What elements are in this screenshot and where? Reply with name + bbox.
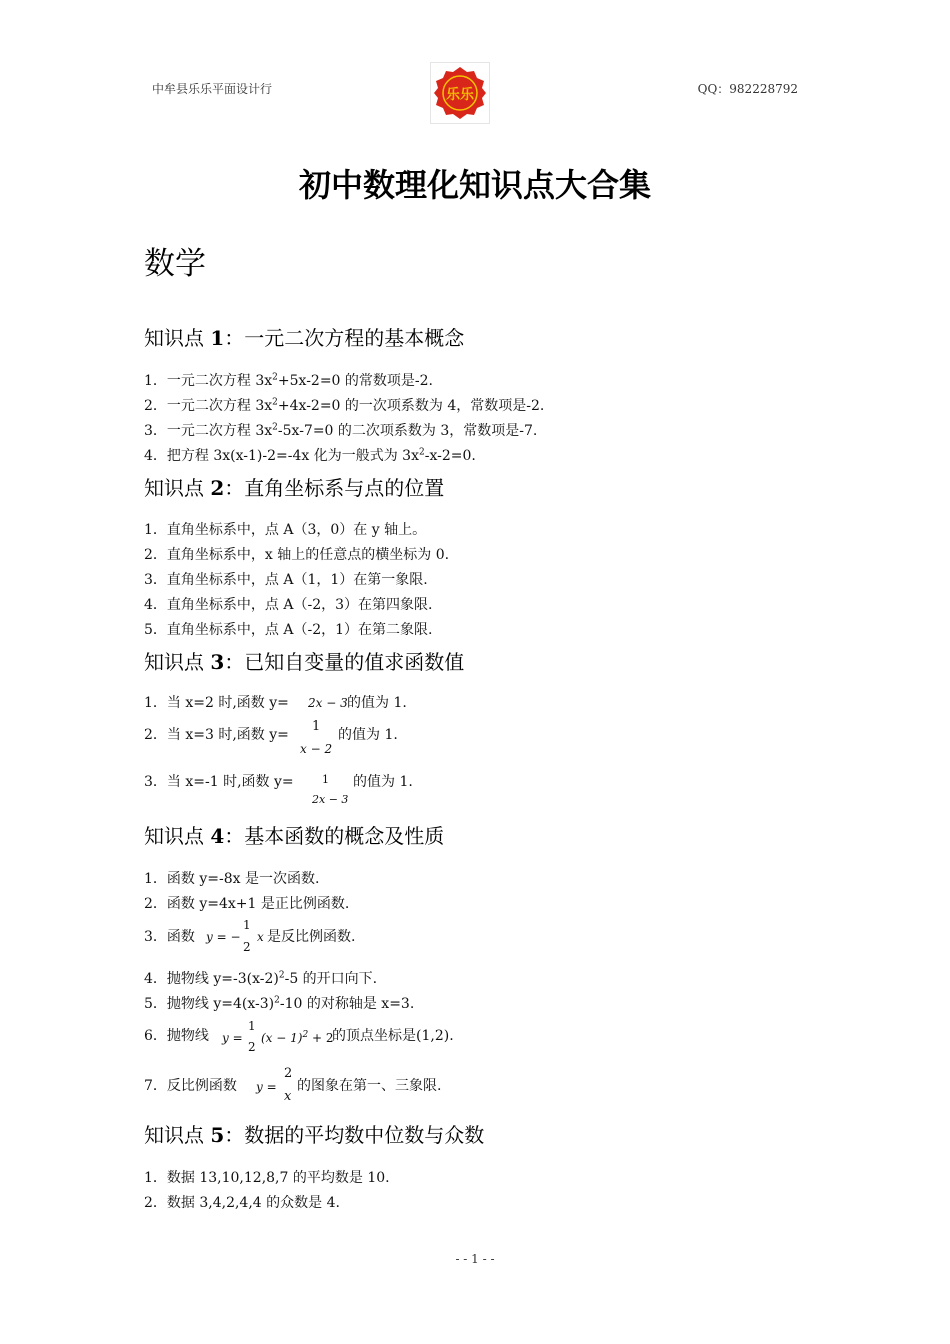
- kp-number: 3: [210, 650, 225, 674]
- document-title: 初中数理化知识点大合集: [298, 166, 651, 204]
- kp3-item-2-text: 2．当 x=3 时,函数 y=: [144, 727, 289, 743]
- kp4-heading: [144, 820, 444, 849]
- kp3-heading: [144, 646, 464, 675]
- kp-number: 5: [210, 1123, 225, 1147]
- kp-prefix: 知识点: [144, 824, 211, 848]
- kp3-item-1-expr: 2x − 3: [308, 696, 348, 710]
- kp4-item-7-text: 7．反比例函数: [144, 1078, 237, 1094]
- kp2-item-1: 1．直角坐标系中，点 A（3，0）在 y 轴上。: [144, 522, 427, 538]
- kp4-item-4: 4．抛物线 $y=-3(x-2)^2-5$ 的开口向下.: [144, 970, 378, 987]
- kp2-item-5: 5．直角坐标系中，点 A（-2，1）在第二象限.: [144, 622, 433, 638]
- kp-title: ：已知自变量的值求函数值: [224, 650, 465, 674]
- kp2-item-4: 4．直角坐标系中，点 A（-2，3）在第四象限.: [144, 597, 433, 613]
- logo: [430, 62, 490, 124]
- kp2-heading: [144, 472, 444, 501]
- kp4-item-2: 2．函数 y=4x+1 是正比例函数.: [144, 896, 350, 912]
- kp-title: ：直角坐标系与点的位置: [224, 476, 445, 500]
- kp4-item-6-num: 1: [248, 1019, 256, 1033]
- kp-prefix: 知识点: [144, 476, 211, 500]
- kp4-item-7-den: x: [284, 1089, 292, 1104]
- kp4-item-6-text: 6．抛物线: [144, 1028, 209, 1044]
- kp5-item-1: 1．数据 13,10,12,8,7 的平均数是 10.: [144, 1170, 390, 1186]
- kp-prefix: 知识点: [144, 326, 211, 350]
- kp4-item-6-mid: $(x - 1)^2 + 2$: [261, 1030, 334, 1045]
- kp-prefix: 知识点: [144, 650, 211, 674]
- kp3-item-2-tail: 的值为 1.: [338, 727, 398, 743]
- kp4-item-3-den: 2: [243, 940, 251, 954]
- kp3-item-2-num: 1: [312, 719, 321, 734]
- kp4-item-3-num: 1: [243, 918, 251, 932]
- kp-prefix: 知识点: [144, 1123, 211, 1147]
- kp-number: 4: [210, 824, 225, 848]
- kp2-item-2: 2．直角坐标系中，x 轴上的任意点的横坐标为 0.: [144, 547, 450, 563]
- header-left-text: 中牟县乐乐平面设计行: [152, 82, 273, 96]
- section-heading: 数学: [144, 246, 206, 282]
- kp4-item-3-text: 3．函数: [144, 929, 195, 945]
- kp1-item-4: 4．把方程 3x(x-1)-2=-4x 化为一般式为 $3x^2-x-2=0$.: [144, 447, 476, 464]
- kp4-item-6-lhs: y =: [222, 1031, 243, 1045]
- logo-text: 乐乐: [446, 87, 474, 103]
- kp3-item-3-tail: 的值为 1.: [353, 774, 413, 790]
- kp5-heading: [144, 1119, 484, 1148]
- kp-number: 1: [210, 326, 225, 350]
- kp4-item-7-lhs: y =: [256, 1080, 277, 1094]
- kp4-item-3-x: x: [257, 930, 264, 944]
- kp2-item-3: 3．直角坐标系中，点 A（1，1）在第一象限.: [144, 572, 428, 588]
- kp1-heading: [144, 322, 464, 351]
- kp4-item-6-den: 2: [248, 1040, 256, 1054]
- kp3-item-1-text: 1．当 x=2 时,函数 y=: [144, 695, 289, 711]
- kp1-item-2: 2．一元二次方程 $3x^2+4x-2=0$ 的一次项系数为 4，常数项是-2.: [144, 397, 545, 414]
- kp-title: ：一元二次方程的基本概念: [224, 326, 465, 350]
- kp3-item-3-text: 3．当 x=-1 时,函数 y=: [144, 774, 294, 790]
- kp4-item-7-tail: 的图象在第一、三象限.: [297, 1078, 442, 1094]
- kp4-item-3-lhs: y = −: [206, 930, 241, 944]
- kp5-item-2: 2．数据 3,4,2,4,4 的众数是 4.: [144, 1195, 340, 1211]
- header-right-text: QQ：982228792: [697, 82, 798, 96]
- kp-number: 2: [210, 476, 225, 500]
- logo-badge-icon: [431, 63, 489, 123]
- kp4-item-6-tail: 的顶点坐标是(1,2).: [332, 1028, 454, 1044]
- kp-title: ：数据的平均数中位数与众数: [224, 1123, 485, 1147]
- kp3-item-2-den: x − 2: [300, 742, 333, 756]
- kp4-item-7-num: 2: [284, 1066, 293, 1081]
- kp4-item-1: 1．函数 y=-8x 是一次函数.: [144, 871, 320, 887]
- kp1-item-1: 1．一元二次方程 $3x^2+5x-2=0$ 的常数项是-2.: [144, 372, 434, 389]
- kp3-item-3-den: 2x − 3: [312, 793, 349, 806]
- kp3-item-3-num: 1: [322, 773, 329, 786]
- kp3-item-1-tail: 的值为 1.: [347, 695, 407, 711]
- kp-title: ：基本函数的概念及性质: [224, 824, 445, 848]
- kp1-item-3: 3．一元二次方程 $3x^2-5x-7=0$ 的二次项系数为 3，常数项是-7.: [144, 422, 538, 439]
- page-number: - - 1 - -: [455, 1252, 495, 1266]
- kp4-item-3-tail: 是反比例函数.: [267, 929, 356, 945]
- kp4-item-5: 5．抛物线 $y=4(x-3)^2-10$ 的对称轴是 x=3.: [144, 995, 415, 1012]
